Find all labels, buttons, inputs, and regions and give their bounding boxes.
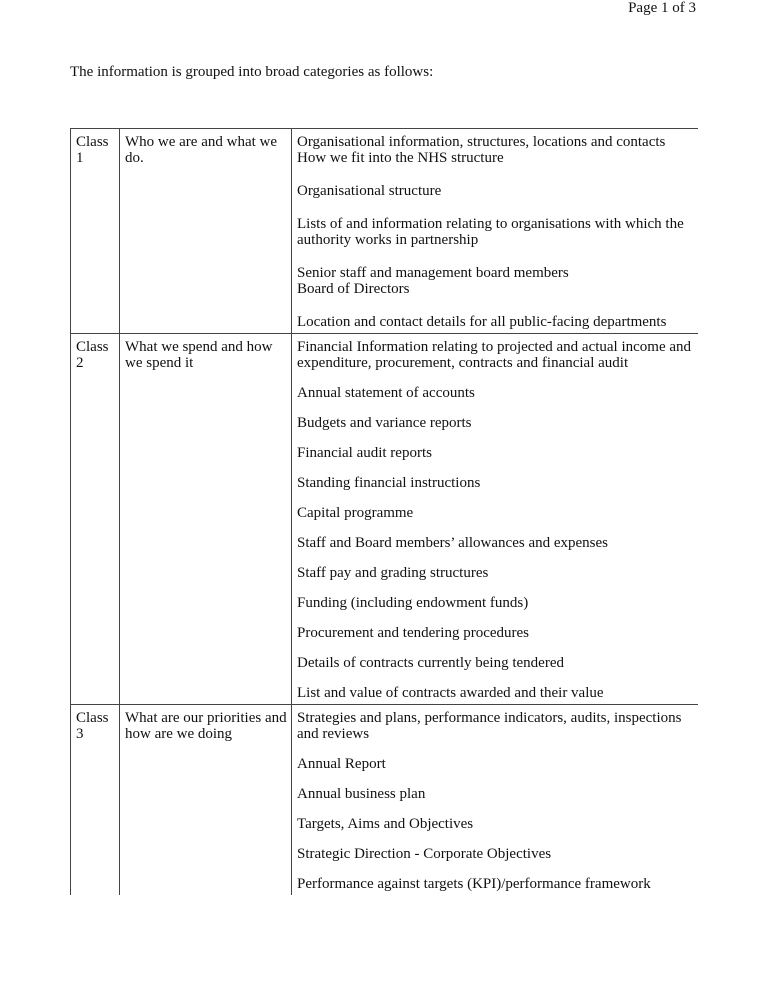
list-item xyxy=(297,876,694,892)
class-title: Who we are and what we do. xyxy=(120,129,292,334)
class-items-cell xyxy=(292,129,699,334)
class-title: What are our priorities and how are we doing xyxy=(120,705,292,896)
list-item xyxy=(297,216,694,248)
list-item-line: Performance against targets (KPI)/performance framework xyxy=(297,876,651,892)
class-label: Class xyxy=(76,339,109,355)
list-item xyxy=(297,134,694,166)
list-item-line: List and value of contracts awarded and their value xyxy=(297,685,604,701)
class-row xyxy=(71,129,699,334)
list-item-line: Annual statement of accounts xyxy=(297,385,475,401)
list-item-line: Staff pay and grading structures xyxy=(297,565,489,581)
list-item-line: Lists of and information relating to organisations with which the authority works in partnership xyxy=(297,216,684,248)
page-indicator: Page 1 of 3 xyxy=(628,0,696,16)
list-item xyxy=(297,710,694,742)
list-item-line: Organisational information, structures, locations and contacts xyxy=(297,134,666,150)
list-item xyxy=(297,786,694,802)
list-item-line: Standing financial instructions xyxy=(297,475,481,491)
classes-table-container xyxy=(70,128,698,955)
list-item-line: Financial audit reports xyxy=(297,445,432,461)
list-item-line: Staff and Board members’ allowances and expenses xyxy=(297,535,609,551)
class-items-cell xyxy=(292,334,699,705)
list-item xyxy=(297,655,694,671)
class-label-cell xyxy=(71,334,120,705)
list-item-line: Annual Report xyxy=(297,756,386,772)
list-item-line: Organisational structure xyxy=(297,183,442,199)
list-item xyxy=(297,565,694,581)
class-label: Class xyxy=(76,134,109,150)
list-item xyxy=(297,314,694,330)
list-item xyxy=(297,183,694,199)
classes-table xyxy=(70,128,698,895)
list-item xyxy=(297,415,694,431)
list-item-line: Board of Directors xyxy=(297,281,410,297)
list-item xyxy=(297,385,694,401)
list-item xyxy=(297,445,694,461)
class-row xyxy=(71,334,699,705)
list-item xyxy=(297,265,694,297)
class-label-cell xyxy=(71,705,120,896)
list-item-line: Capital programme xyxy=(297,505,414,521)
class-row xyxy=(71,705,699,896)
list-item-line: Annual business plan xyxy=(297,786,426,802)
list-item-line: Details of contracts currently being tendered xyxy=(297,655,564,671)
list-item-line: Strategies and plans, performance indicators, audits, inspections and reviews xyxy=(297,710,682,742)
list-item-line: Financial Information relating to projected and actual income and expenditure, procurement, contracts and financial audit xyxy=(297,339,692,371)
list-item xyxy=(297,685,694,701)
class-label-cell xyxy=(71,129,120,334)
list-item-line: Funding (including endowment funds) xyxy=(297,595,529,611)
list-item-line: Targets, Aims and Objectives xyxy=(297,816,474,832)
list-item-line: Location and contact details for all public-facing departments xyxy=(297,314,667,330)
intro-text: The information is grouped into broad categories as follows: xyxy=(70,64,434,80)
class-label: 3 xyxy=(76,726,84,742)
list-item xyxy=(297,756,694,772)
list-item xyxy=(297,846,694,862)
list-item-line: Budgets and variance reports xyxy=(297,415,472,431)
list-item xyxy=(297,505,694,521)
class-label: 1 xyxy=(76,150,84,166)
list-item xyxy=(297,475,694,491)
class-title: What we spend and how we spend it xyxy=(120,334,292,705)
list-item xyxy=(297,595,694,611)
class-items-cell xyxy=(292,705,699,896)
list-item-line: Strategic Direction - Corporate Objectives xyxy=(297,846,552,862)
class-label: 2 xyxy=(76,355,84,371)
list-item-line: How we fit into the NHS structure xyxy=(297,150,504,166)
list-item-line: Senior staff and management board members xyxy=(297,265,569,281)
list-item xyxy=(297,339,694,371)
list-item xyxy=(297,625,694,641)
class-label: Class xyxy=(76,710,109,726)
list-item-line: Procurement and tendering procedures xyxy=(297,625,529,641)
list-item xyxy=(297,535,694,551)
list-item xyxy=(297,816,694,832)
